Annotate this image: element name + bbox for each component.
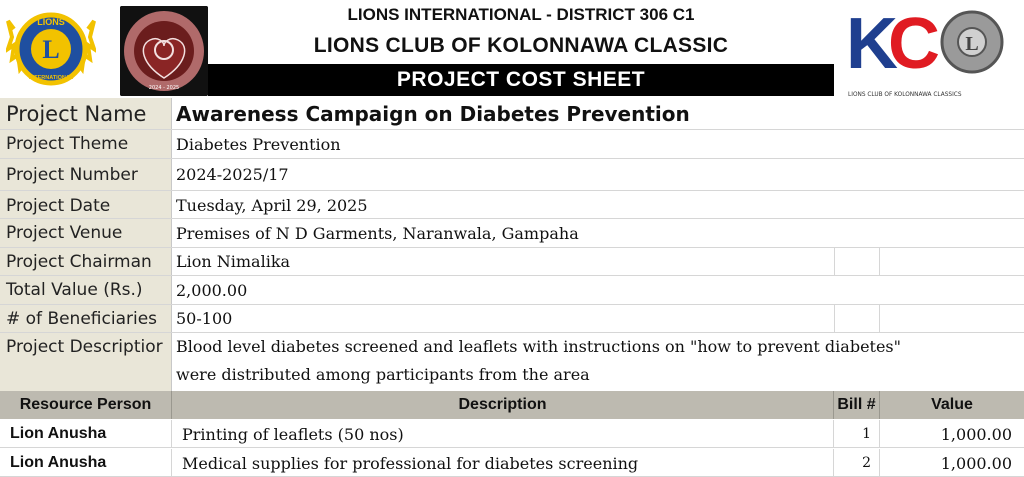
row-value: 1,000.00 (940, 453, 1012, 473)
project-name-row (0, 98, 1024, 130)
project-venue-value: Premises of N D Garments, Naranwala, Gampaha (176, 224, 579, 243)
svg-text:K: K (846, 6, 898, 84)
row-bill: 2 (834, 449, 880, 477)
svg-text:LIONS CLUB OF KOLONNAWA CLASSI: LIONS CLUB OF KOLONNAWA CLASSICS (848, 92, 962, 98)
table-row (0, 420, 1024, 448)
project-chairman-value: Lion Nimalika (176, 252, 291, 271)
header-resource-person: Resource Person (0, 391, 172, 419)
heart-club-logo (120, 6, 208, 96)
club-title: LIONS CLUB OF KOLONNAWA CLASSIC (313, 34, 729, 57)
total-value-row (0, 276, 1024, 305)
project-venue-label: Project Venue (0, 219, 172, 247)
project-chairman-row (0, 248, 1024, 276)
svg-text:INTERNATIONAL: INTERNATIONAL (28, 75, 74, 81)
project-chairman-label: Project Chairman (0, 248, 172, 275)
row-person: Lion Anusha (0, 449, 172, 477)
svg-text:C: C (888, 6, 940, 84)
project-number-row (0, 159, 1024, 191)
svg-text:LIONS: LIONS (37, 17, 65, 27)
svg-text:L: L (965, 33, 979, 55)
district-title: LIONS INTERNATIONAL - DISTRICT 306 C1 (347, 5, 695, 24)
svg-text:2024 - 2025: 2024 - 2025 (148, 85, 180, 91)
row-description: Printing of leaflets (50 nos) (172, 420, 834, 448)
project-date-row (0, 191, 1024, 219)
description-line-1: Blood level diabetes screened and leaflets with instructions on "how to prevent diabetes" (176, 337, 901, 356)
project-number-label: Project Number (0, 159, 172, 190)
project-theme-value: Diabetes Prevention (176, 135, 341, 154)
title-block (208, 0, 834, 98)
header-description: Description (172, 391, 834, 419)
row-bill: 1 (834, 420, 880, 448)
title-bar (208, 64, 834, 96)
beneficiaries-empty-cell (834, 305, 880, 332)
project-date-value: Tuesday, April 29, 2025 (176, 196, 368, 215)
beneficiaries-row (0, 305, 1024, 333)
header (0, 0, 1024, 98)
project-number-value: 2024-2025/17 (176, 165, 289, 184)
header-value: Value (880, 391, 1024, 419)
project-name-label: Project Name (0, 98, 172, 129)
row-description: Medical supplies for professional for diabetes screening (172, 449, 834, 477)
lions-international-logo (6, 7, 96, 91)
total-value-label: Total Value (Rs.) (0, 276, 172, 304)
beneficiaries-label: # of Beneficiaries (0, 305, 172, 332)
svg-text:L: L (42, 35, 60, 64)
row-value: 1,000.00 (940, 424, 1012, 444)
project-description-row (0, 333, 1024, 391)
header-bill: Bill # (834, 391, 880, 419)
kc-club-logo (844, 6, 1022, 98)
project-venue-row (0, 219, 1024, 248)
project-theme-row (0, 130, 1024, 159)
chairman-empty-cell (834, 248, 880, 275)
sheet-title: PROJECT COST SHEET (396, 68, 646, 91)
project-description-value (176, 333, 1024, 391)
total-value-value: 2,000.00 (176, 281, 248, 300)
project-description-label: Project Descriptior (0, 333, 172, 391)
project-date-label: Project Date (0, 191, 172, 218)
row-person: Lion Anusha (0, 420, 172, 448)
description-line-2: were distributed among participants from the area (176, 365, 590, 384)
cost-items-table (0, 391, 1024, 477)
table-row (0, 449, 1024, 477)
beneficiaries-value: 50-100 (176, 309, 233, 328)
project-name-value: Awareness Campaign on Diabetes Prevention (176, 102, 690, 126)
project-theme-label: Project Theme (0, 130, 172, 158)
